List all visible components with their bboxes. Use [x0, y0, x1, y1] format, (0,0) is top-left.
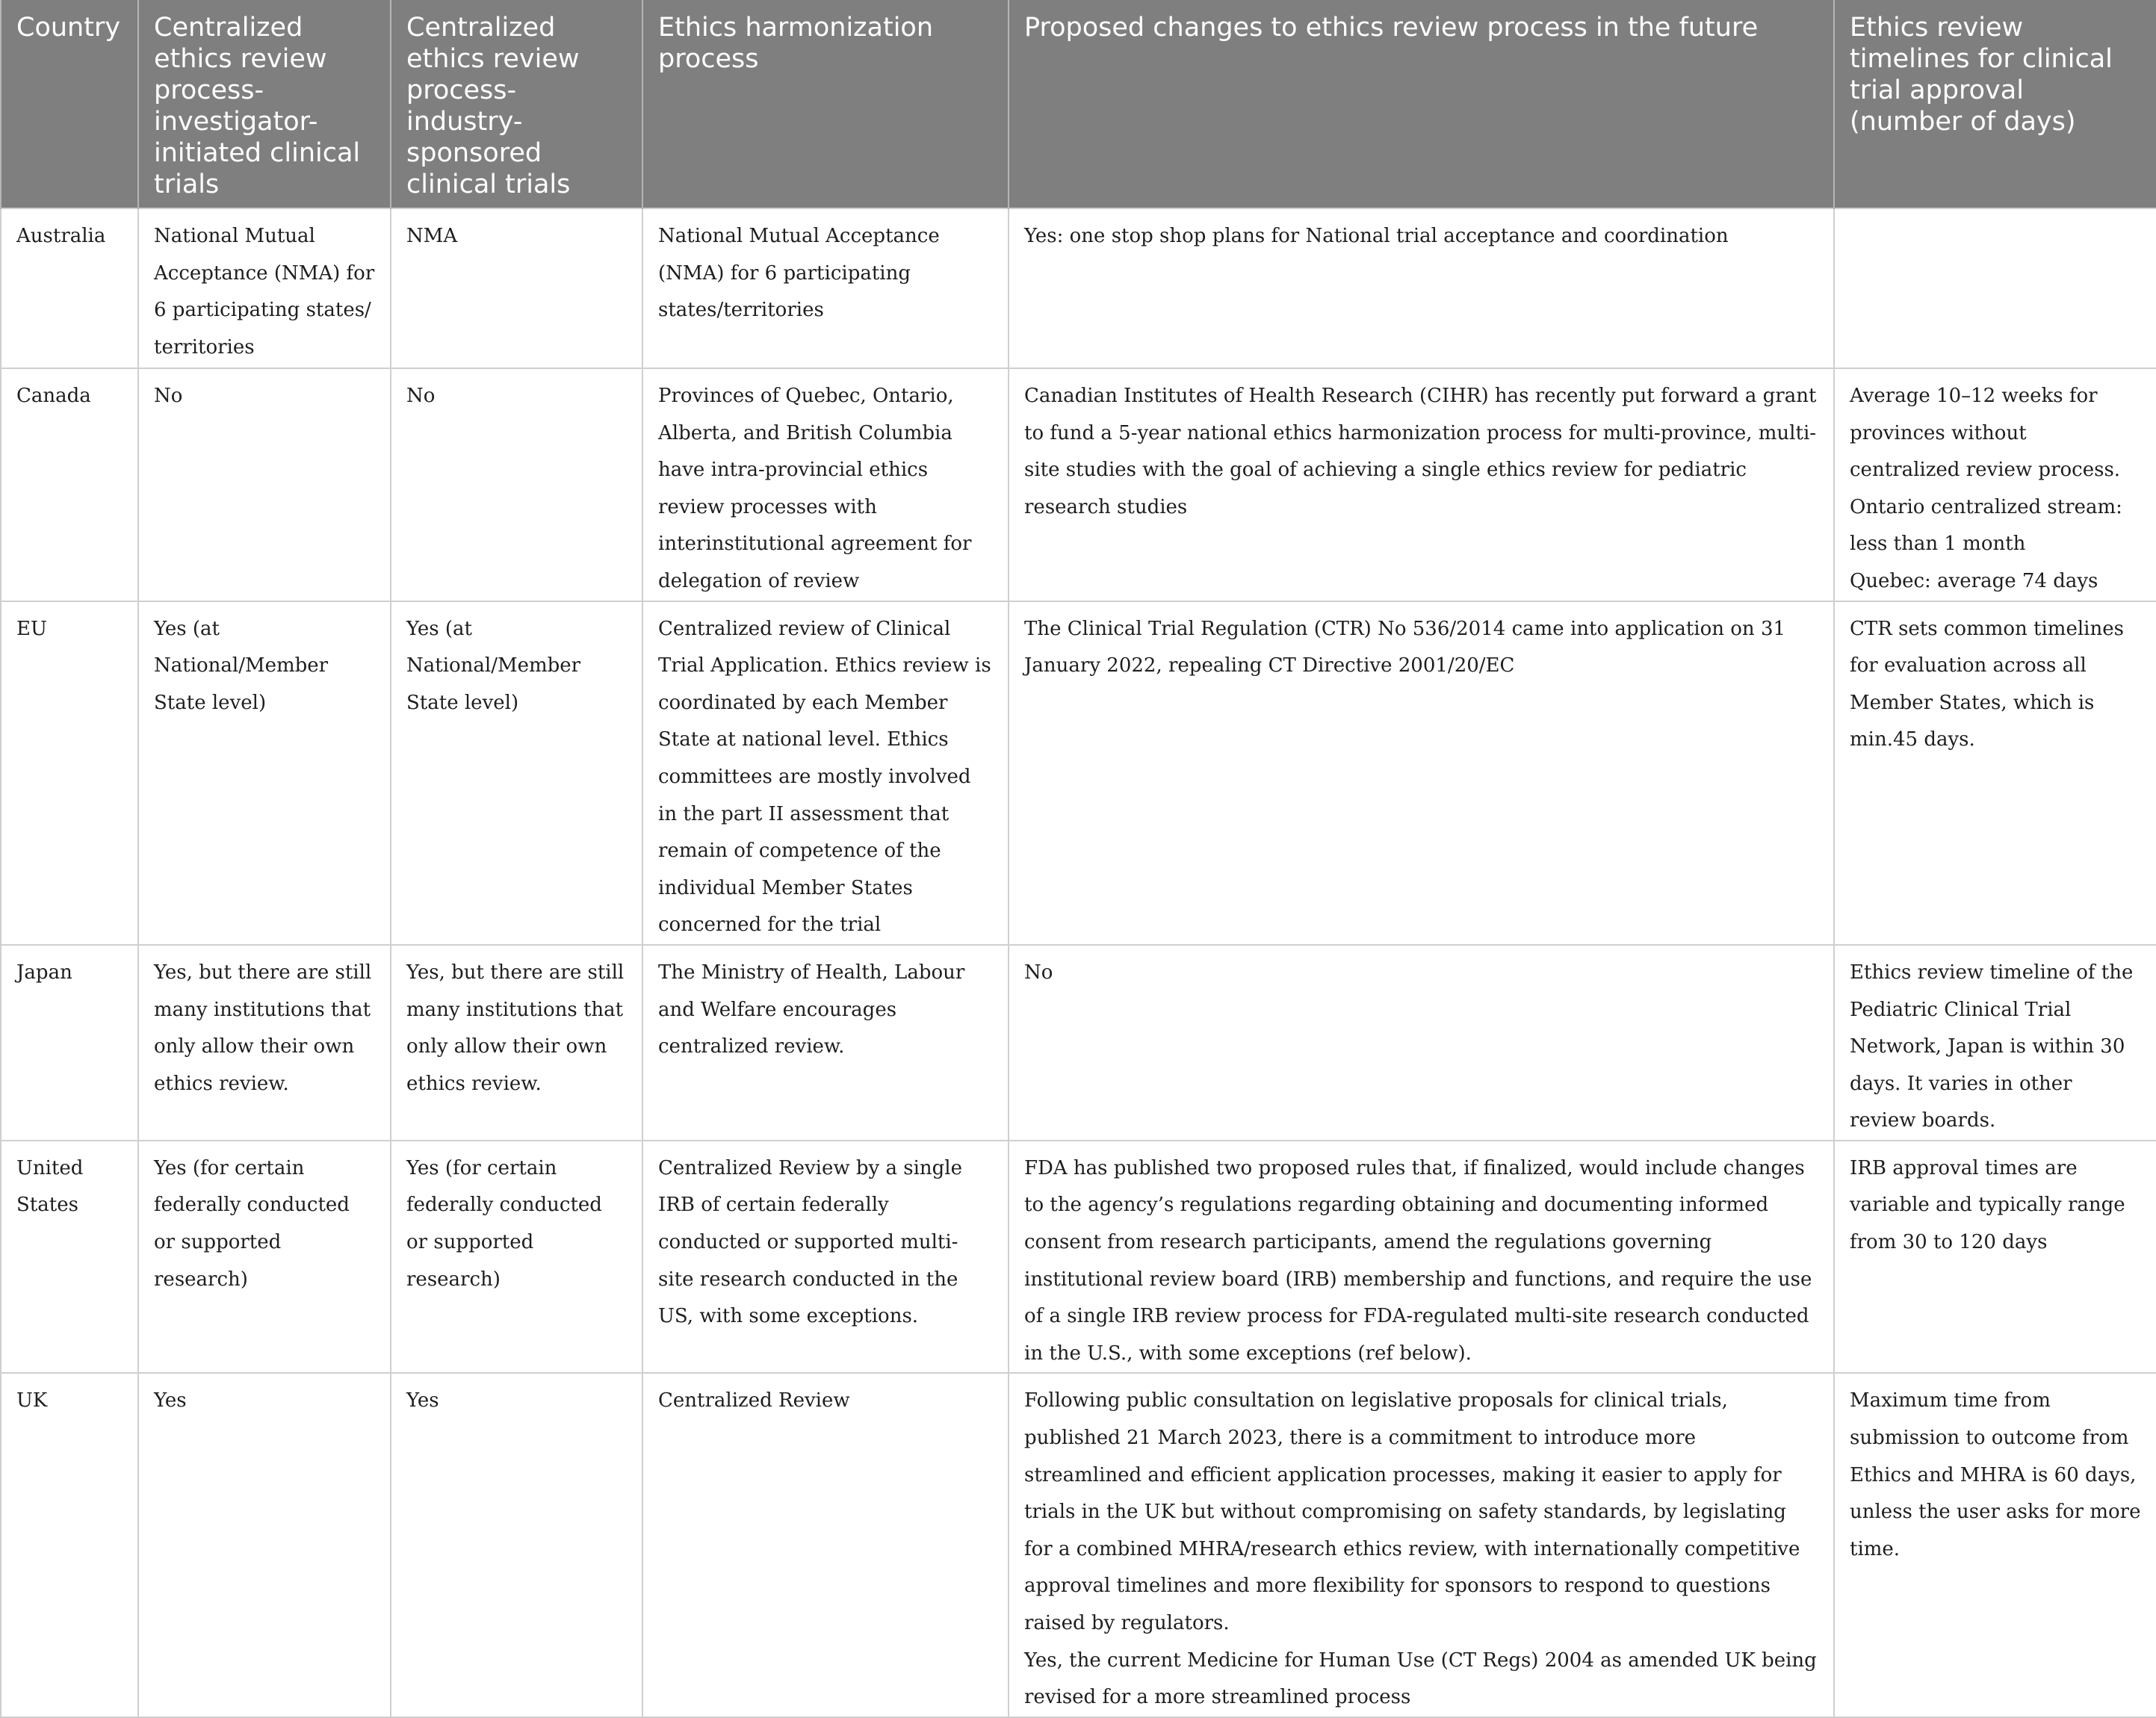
cell-country: UK [1, 1373, 138, 1717]
table-row [1, 1373, 2156, 1717]
cell-timelines [1834, 1141, 2156, 1374]
cell-harmonization [642, 1373, 1009, 1717]
cell-paragraph: No [154, 385, 183, 407]
cell-country: EU [1, 601, 138, 945]
cell-paragraph: CTR sets common timelines for evaluation across all Member States, which is min.45 days. [1850, 617, 2124, 751]
table-row [1, 945, 2156, 1141]
cell-harmonization [642, 945, 1009, 1141]
table-row [1, 368, 2156, 601]
header-centralized-investigator: Centralized ethics review process-investigator-initiated clinical trials [138, 0, 391, 208]
cell-paragraph: NMA [406, 225, 458, 247]
cell-harmonization [642, 601, 1009, 945]
cell-paragraph: Yes [154, 1389, 187, 1412]
cell-industry-sponsored [391, 1141, 642, 1374]
cell-timelines [1834, 208, 2156, 368]
cell-investigator-initiated [138, 601, 391, 945]
cell-proposed-changes [1009, 601, 1834, 945]
cell-timelines [1834, 945, 2156, 1141]
cell-harmonization [642, 368, 1009, 601]
cell-proposed-changes [1009, 208, 1834, 368]
cell-proposed-changes [1009, 945, 1834, 1141]
cell-paragraph: Yes, but there are still many institutions that only allow their own ethics review. [406, 961, 625, 1095]
cell-proposed-changes [1009, 368, 1834, 601]
cell-country: Australia [1, 208, 138, 368]
table-row [1, 1141, 2156, 1374]
cell-paragraph: Yes, but there are still many institutions that only allow their own ethics review. [154, 961, 372, 1095]
cell-harmonization [642, 1141, 1009, 1374]
cell-industry-sponsored [391, 208, 642, 368]
cell-investigator-initiated [138, 945, 391, 1141]
cell-industry-sponsored [391, 601, 642, 945]
cell-paragraph: Yes: one stop shop plans for National trial acceptance and coordination [1024, 225, 1729, 247]
cell-paragraph: Yes, the current Medicine for Human Use (CT Regs) 2004 as amended UK being revised for a more streamlined process [1024, 1649, 1817, 1709]
cell-paragraph: No [406, 385, 436, 407]
cell-proposed-changes [1009, 1373, 1834, 1717]
cell-paragraph: FDA has published two proposed rules that, if finalized, would include changes to the agency’s regulations regarding obtaining and documenting informed consent from research participants, amend the regulations governing institutional review board (IRB) membership and functions, and require the use of a single IRB review process for FDA-regulated multi-site research conducted in the U.S., with some exceptions (ref below). [1024, 1156, 1812, 1365]
cell-country: Canada [1, 368, 138, 601]
cell-paragraph: Yes [406, 1389, 439, 1412]
cell-paragraph: Yes (at National/Member State level) [154, 617, 329, 714]
cell-paragraph: Quebec: average 74 days [1850, 569, 2098, 592]
cell-timelines [1834, 601, 2156, 945]
cell-paragraph: No [1024, 961, 1053, 984]
cell-paragraph: Centralized Review [658, 1389, 850, 1412]
cell-paragraph: Yes (for certain federally conducted or supported research) [406, 1156, 602, 1291]
table-row [1, 601, 2156, 945]
cell-paragraph: Maximum time from submission to outcome from Ethics and MHRA is 60 days, unless the user asks for more time. [1850, 1389, 2141, 1560]
cell-industry-sponsored [391, 945, 642, 1141]
table-header [1, 0, 2156, 208]
cell-paragraph: Following public consultation on legislative proposals for clinical trials, published 21 March 2023, there is a commitment to introduce more streamlined and efficient application processes, making it easier to apply for trials in the UK but without compromising on safety standards, by legislating for a combined MHRA/research ethics review, with internationally competitive approval timelines and more flexibility for sponsors to respond to questions raised by regulators. [1024, 1389, 1800, 1634]
header-harmonization: Ethics harmonization process [642, 0, 1009, 208]
cell-proposed-changes [1009, 1141, 1834, 1374]
header-timelines: Ethics review timelines for clinical trial approval (number of days) [1834, 0, 2156, 208]
cell-paragraph: Centralized Review by a single IRB of certain federally conducted or supported multi-site research conducted in the US, with some exceptions. [658, 1156, 963, 1328]
cell-paragraph: The Ministry of Health, Labour and Welfare encourages centralized review. [658, 961, 965, 1058]
cell-paragraph: IRB approval times are variable and typically range from 30 to 120 days [1850, 1156, 2125, 1254]
cell-timelines [1834, 1373, 2156, 1717]
cell-paragraph: Centralized review of Clinical Trial Application. Ethics review is coordinated by each Member State at national level. Ethics committees are mostly involved in the part II assessment that remain of competence of the individual Member States concerned for the trial [658, 617, 991, 937]
cell-paragraph: Average 10–12 weeks for provinces without centralized review process. [1850, 385, 2121, 482]
header-proposed-changes: Proposed changes to ethics review process in the future [1009, 0, 1834, 208]
cell-investigator-initiated [138, 208, 391, 368]
cell-industry-sponsored [391, 1373, 642, 1717]
header-country: Country [1, 0, 138, 208]
cell-harmonization [642, 208, 1009, 368]
cell-country: Japan [1, 945, 138, 1141]
cell-industry-sponsored [391, 368, 642, 601]
cell-paragraph: Canadian Institutes of Health Research (CIHR) has recently put forward a grant to fund a 5-year national ethics harmonization process for multi-province, multi-site studies with the goal of achieving a single ethics review for pediatric research studies [1024, 385, 1817, 518]
cell-country: United States [1, 1141, 138, 1374]
cell-paragraph: Ontario centralized stream: less than 1 month [1850, 495, 2122, 556]
cell-investigator-initiated [138, 1373, 391, 1717]
table-row [1, 208, 2156, 368]
cell-paragraph: Yes (at National/Member State level) [406, 617, 581, 714]
cell-paragraph: Provinces of Quebec, Ontario, Alberta, and British Columbia have intra-provincial ethics review processes with interinstitutional agreement for delegation of review [658, 385, 972, 592]
table-body [1, 208, 2156, 1717]
cell-investigator-initiated [138, 368, 391, 601]
cell-paragraph: Ethics review timeline of the Pediatric Clinical Trial Network, Japan is within 30 days. It varies in other review boards. [1850, 961, 2134, 1132]
cell-paragraph: Yes (for certain federally conducted or supported research) [154, 1156, 350, 1291]
cell-timelines [1834, 368, 2156, 601]
cell-paragraph: National Mutual Acceptance (NMA) for 6 participating states/ territories [154, 225, 375, 359]
cell-paragraph: National Mutual Acceptance (NMA) for 6 participating states/territories [658, 225, 940, 322]
cell-investigator-initiated [138, 1141, 391, 1374]
header-centralized-industry: Centralized ethics review process-industry-sponsored clinical trials [391, 0, 642, 208]
cell-paragraph: The Clinical Trial Regulation (CTR) No 536/2014 came into application on 31 January 2022, repealing CT Directive 2001/20/EC [1024, 617, 1786, 677]
header-row [1, 0, 2156, 208]
